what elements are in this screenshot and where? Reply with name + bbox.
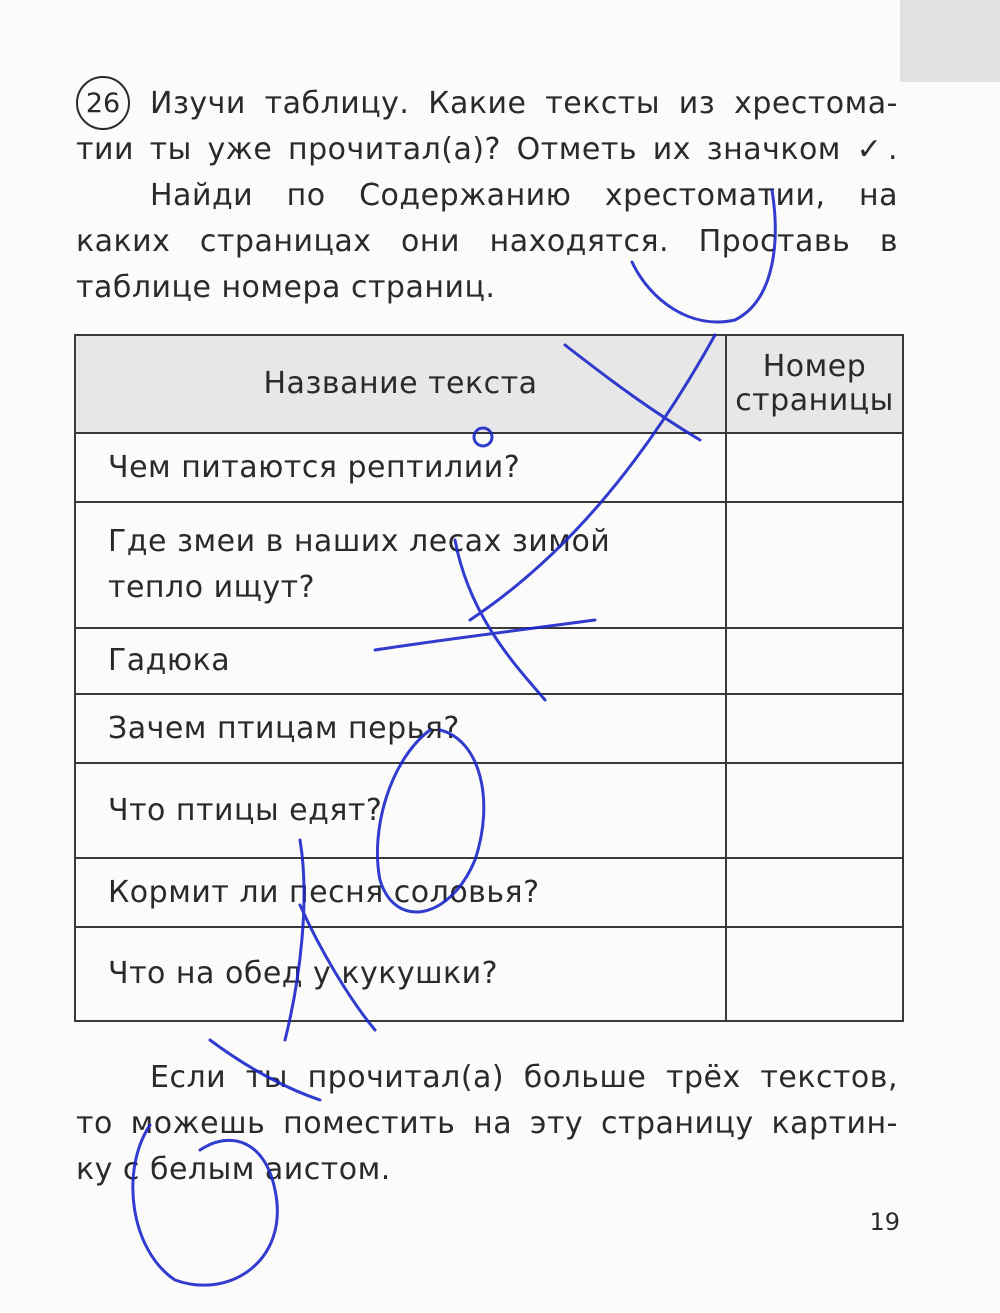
table-row bbox=[75, 694, 903, 763]
row-title: Что птицы едят? bbox=[75, 763, 726, 858]
table-header-row bbox=[75, 335, 903, 433]
row-page-cell[interactable] bbox=[726, 433, 903, 502]
row-title: Где змеи в наших лесах зимой тепло ищут? bbox=[75, 502, 726, 628]
footer-text-line-2: то можешь поместить на эту страницу картин- bbox=[76, 1106, 898, 1141]
task-number-badge: 26 bbox=[76, 76, 130, 130]
row-title: Кормит ли песня соловья? bbox=[75, 858, 726, 927]
table-row bbox=[75, 858, 903, 927]
page-number: 19 bbox=[869, 1208, 900, 1236]
row-page-cell[interactable] bbox=[726, 763, 903, 858]
footer-text-line-3: ку с белым аистом. bbox=[76, 1152, 391, 1187]
reading-table bbox=[74, 334, 904, 1022]
row-title: Что на обед у кукушки? bbox=[75, 927, 726, 1021]
row-title: Зачем птицам перья? bbox=[75, 694, 726, 763]
row-title: Гадюка bbox=[75, 628, 726, 694]
row-title: Чем питаются рептилии? bbox=[75, 433, 726, 502]
task-text-line-1: Изучи таблицу. Какие тексты из хрестома- bbox=[150, 86, 898, 121]
task-text-line-5: таблице номера страниц. bbox=[76, 270, 496, 305]
row-page-cell[interactable] bbox=[726, 694, 903, 763]
table-row bbox=[75, 927, 903, 1021]
task-text-line-2: тии ты уже прочитал(а)? Отметь их значком ✓. bbox=[76, 132, 898, 167]
row-page-cell[interactable] bbox=[726, 858, 903, 927]
task-text-line-4: каких страницах они находятся. Проставь в bbox=[76, 224, 898, 259]
table-row bbox=[75, 763, 903, 858]
scan-shadow bbox=[900, 0, 1000, 82]
row-page-cell[interactable] bbox=[726, 502, 903, 628]
table-row bbox=[75, 433, 903, 502]
table-row bbox=[75, 502, 903, 628]
row-page-cell[interactable] bbox=[726, 628, 903, 694]
task-text-line-3: Найди по Содержанию хрестоматии, на bbox=[150, 178, 898, 213]
header-title: Название текста bbox=[75, 335, 726, 433]
header-page: Номер страницы bbox=[726, 335, 903, 433]
row-page-cell[interactable] bbox=[726, 927, 903, 1021]
table-row bbox=[75, 628, 903, 694]
footer-text-line-1: Если ты прочитал(а) больше трёх текстов, bbox=[150, 1060, 898, 1095]
